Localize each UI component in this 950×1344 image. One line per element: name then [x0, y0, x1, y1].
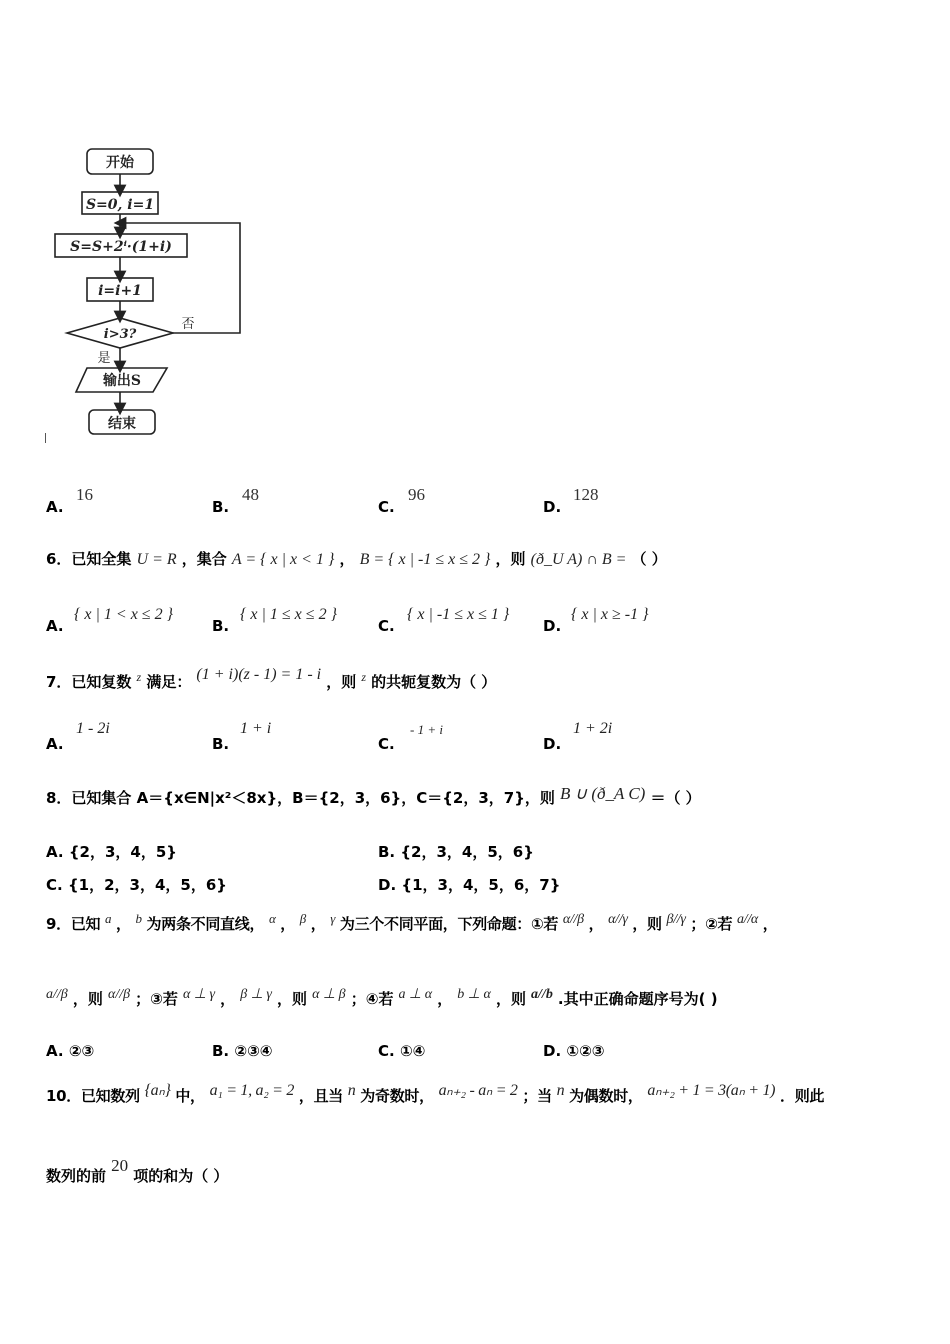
q10-tail: ．则此 [780, 1087, 825, 1105]
q10-mid4: ；当 [522, 1087, 552, 1105]
q9-prop-3: ；③若 [135, 990, 178, 1008]
q8-option-b-value: {2，3，4，5，6} [400, 843, 534, 861]
q9-var-a: a [105, 911, 112, 926]
q6-option-d-value: { x | x ≥ -1 } [571, 606, 649, 623]
q9-sep: ， [310, 915, 326, 933]
q7-equation: (1 + i)(z - 1) = 1 - i [196, 666, 322, 683]
flow-yes-text: 是 [97, 351, 111, 366]
q9-var-alpha: α [268, 911, 276, 926]
question-8 [46, 784, 701, 808]
q9-option-b-value: ②③④ [234, 1042, 273, 1060]
q7-var-z2: z [361, 670, 366, 684]
q8-option-a [46, 841, 177, 862]
flow-start-text: 开始 [106, 155, 134, 171]
q7-option-d-label: D. [543, 735, 562, 753]
question-9-line-2 [46, 986, 718, 1009]
q7-mid1: 满足： [146, 673, 192, 691]
q9-option-c-value: ①④ [399, 1042, 426, 1060]
q8-option-a-label: A. [46, 843, 64, 861]
q6-option-b-label: B. [212, 617, 230, 635]
q9-then: ，则 [72, 990, 103, 1008]
q6-prefix: 6．已知全集 [46, 550, 132, 568]
q9-prefix: 9．已知 [46, 915, 101, 933]
q10-line2-tail: 项的和为（ ） [133, 1167, 229, 1185]
q7-tail: 的共轭复数为（ ） [371, 673, 497, 691]
q9-expr: a//α [737, 912, 758, 927]
flow-end-text: 结束 [108, 416, 136, 432]
q5-option-d-label: D. [543, 498, 562, 516]
q9-expr: b ⊥ α [457, 987, 491, 1002]
q6-expression: (ð_U A) ∩ B = [530, 551, 627, 568]
q8-option-a-value: {2，3，4，5} [68, 843, 177, 861]
q9-text-lines: 为两条不同直线， [146, 915, 265, 933]
q5-option-b-label: B. [212, 498, 230, 516]
q6-mid1: ，集合 [181, 550, 227, 568]
stray-mark [45, 433, 46, 443]
q6-option-a-value: { x | 1 < x ≤ 2 } [74, 606, 173, 623]
q8-expression: B ∪ (ð_A C) [560, 784, 646, 803]
q6-option-c-value: { x | -1 ≤ x ≤ 1 } [407, 606, 510, 623]
q9-sep: ， [588, 915, 604, 933]
q9-expr: β//γ [666, 912, 686, 927]
flow-update-s-text: S=S+2ⁱ·(1+i) [70, 239, 172, 255]
q9-option-d-label: D. [543, 1042, 562, 1060]
q9-prop-2: ；②若 [690, 915, 733, 933]
q9-expr: β ⊥ γ [240, 987, 272, 1002]
q6-option-a-label: A. [46, 617, 64, 635]
question-6 [46, 548, 667, 569]
q9-sep: ， [116, 915, 131, 933]
q9-expr: a//β [46, 987, 68, 1002]
q10-mid1: 中， [175, 1087, 205, 1105]
q7-var-z: z [136, 670, 142, 684]
q9-var-gamma: γ [330, 911, 336, 926]
q10-var-n: n [347, 1082, 356, 1099]
q6-mid2: ，则 [495, 550, 526, 568]
q5-option-b-value: 48 [242, 485, 259, 504]
q9-option-c-label: C. [378, 1042, 395, 1060]
q8-option-b [378, 841, 534, 862]
flow-update-i-text: i=i+1 [98, 283, 142, 299]
q5-option-a-label: A. [46, 498, 64, 516]
q9-var-beta: β [299, 911, 306, 926]
flow-init-text: S=0, i=1 [85, 197, 155, 213]
q10-sequence: {aₙ} [144, 1082, 171, 1099]
q6-universal-set: U = R [136, 551, 177, 568]
q5-option-c-value: 96 [408, 485, 425, 504]
q6-option-c-label: C. [378, 617, 395, 635]
q8-option-d-value: {1，3，4，5，6，7} [401, 876, 561, 894]
q9-option-d-value: ①②③ [566, 1042, 605, 1060]
q9-option-b-label: B. [212, 1042, 230, 1060]
q10-number: 20 [111, 1156, 129, 1175]
q10-odd-relation: aₙ₊₂ - aₙ = 2 [438, 1082, 518, 1099]
q9-sep: ， [280, 915, 295, 933]
question-10-line-1 [46, 1080, 824, 1106]
q9-option-b [212, 1042, 272, 1060]
q9-expr: α ⊥ γ [182, 987, 216, 1002]
q8-text: 8．已知集合 A＝{x∈N|x²＜8x}，B＝{2，3，6}，C＝{2，3，7}，则 [46, 789, 555, 807]
q9-option-a-value: ②③ [68, 1042, 95, 1060]
q9-sep: ， [437, 990, 453, 1008]
q8-option-b-label: B. [378, 843, 396, 861]
flowchart [40, 140, 260, 450]
q9-var-b: b [135, 911, 142, 926]
q7-option-a-value: 1 - 2i [76, 720, 110, 737]
q8-option-d-label: D. [378, 876, 397, 894]
q8-option-c-label: C. [46, 876, 63, 894]
q7-option-a-label: A. [46, 735, 64, 753]
q7-option-c-value: - 1 + i [410, 722, 443, 737]
q5-option-d-value: 128 [573, 485, 599, 504]
q10-prefix: 10．已知数列 [46, 1087, 140, 1105]
flow-no-text: 否 [181, 317, 195, 332]
q9-text-planes: 为三个不同平面，下列命题：①若 [339, 915, 559, 933]
q7-mid2: ，则 [326, 673, 357, 691]
q10-initial-values: a₁ = 1, a₂ = 2 [209, 1082, 295, 1099]
q9-option-a-label: A. [46, 1042, 64, 1060]
q9-expr: a ⊥ α [398, 987, 433, 1002]
q5-option-c-label: C. [378, 498, 395, 516]
q6-option-b-value: { x | 1 ≤ x ≤ 2 } [240, 606, 337, 623]
q9-sep: ， [762, 915, 778, 933]
q7-option-c-label: C. [378, 735, 395, 753]
q6-comma: ， [339, 550, 355, 568]
q9-expr: a//b [531, 987, 553, 1002]
q9-then: ，则 [632, 915, 662, 933]
q5-option-a-value: 16 [76, 485, 93, 504]
q8-option-c-value: {1，2，3，4，5，6} [67, 876, 227, 894]
q6-tail: （ ） [631, 550, 667, 568]
q10-var-n2: n [556, 1082, 565, 1099]
question-10-line-2 [46, 1156, 228, 1186]
flow-cond-text: i>3? [103, 327, 137, 342]
question-7 [46, 666, 496, 692]
q7-option-b-value: 1 + i [240, 720, 272, 737]
question-9-line-1 [46, 911, 777, 934]
q8-option-d [378, 874, 560, 895]
q9-option-c [378, 1042, 425, 1060]
q9-expr: α//β [562, 912, 584, 927]
q10-mid5: 为偶数时， [569, 1087, 643, 1105]
q9-tail: .其中正确命题序号为( ) [557, 990, 718, 1008]
q9-then: ，则 [495, 990, 526, 1008]
q6-set-b: B = { x | -1 ≤ x ≤ 2 } [359, 551, 491, 568]
q9-expr: α//β [107, 987, 131, 1002]
q9-option-a [46, 1042, 94, 1060]
q6-set-a: A = { x | x < 1 } [231, 551, 335, 568]
flow-output-text: 输出S [102, 373, 142, 389]
q9-sep: ， [220, 990, 236, 1008]
q7-prefix: 7．已知复数 [46, 673, 132, 691]
q7-option-d-value: 1 + 2i [573, 720, 613, 737]
q6-option-d-label: D. [543, 617, 562, 635]
q7-option-b-label: B. [212, 735, 230, 753]
q10-even-relation: aₙ₊₂ + 1 = 3(aₙ + 1) [647, 1082, 776, 1099]
q9-expr: α ⊥ β [312, 987, 346, 1002]
q10-mid3: 为奇数时， [360, 1087, 434, 1105]
q10-mid2: ，且当 [298, 1087, 343, 1105]
q10-line2-prefix: 数列的前 [46, 1167, 107, 1185]
q8-option-c [46, 874, 227, 895]
q9-expr: α//γ [608, 912, 628, 927]
q9-prop-4: ；④若 [350, 990, 394, 1008]
q9-option-d [543, 1042, 605, 1060]
q9-then: ，则 [277, 990, 308, 1008]
q8-tail: ＝（ ） [650, 789, 701, 807]
